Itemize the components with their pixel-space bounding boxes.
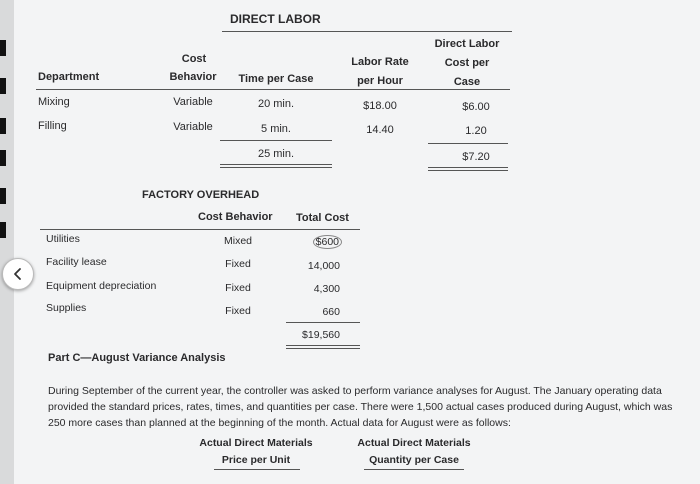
cost-subtotal-rule [428,143,508,144]
dl-row-rate: $18.00 [363,100,397,112]
part-c-heading: Part C—August Variance Analysis [48,352,226,364]
dl-row-cost: $6.00 [462,101,490,113]
labor-rate-header-1: Labor Rate [351,56,409,68]
dl-row-department: Mixing [38,96,70,108]
fo-row-behavior: Fixed [225,305,251,317]
edge-marker [0,222,6,238]
actual-price-header-1: Actual Direct Materials [199,437,313,449]
document-page [14,0,700,484]
fo-row-item: Supplies [46,302,87,314]
fo-total-double-rule [286,345,360,349]
edge-marker [0,118,6,134]
cost-behavior-header-1: Cost [181,53,207,65]
dl-row-behavior: Variable [173,121,213,133]
actual-quantity-header-2: Quantity per Case [369,454,459,466]
fo-row-item: Equipment depreciation [46,280,157,292]
actual-price-header-2: Price per Unit [221,454,291,466]
chevron-left-icon [11,267,25,281]
dl-row-rate: 14.40 [366,124,394,136]
actual-quantity-header-1: Actual Direct Materials [357,437,471,449]
dl-cost-header-3: Case [453,76,481,88]
fo-row-behavior: Fixed [225,258,251,270]
fo-row-cost: 4,300 [313,283,340,295]
fo-header-rule [40,229,360,230]
dl-row-department: Filling [38,120,67,132]
edge-marker [0,78,6,94]
fo-total-header: Total Cost [296,212,349,224]
fo-row-behavior: Fixed [225,282,251,294]
quantity-header-rule [364,469,464,470]
time-per-case-header: Time per Case [238,73,314,85]
dl-cost-header-1: Direct Labor [434,38,500,50]
fo-row-item: Facility lease [46,256,107,268]
header-rule [36,89,510,90]
part-c-paragraph: During September of the current year, the controller was asked to perform variance analyses for August. The January operating data provided the standard prices, rates, times, and quantities per case. There were 1,500 actual cases produced during August, which was 250 more cases than planned at the beginning of the month. Actual data for August were as follows: [48,385,673,429]
labor-rate-header-2: per Hour [357,75,403,87]
time-total-double-rule [220,164,332,168]
edge-marker [0,188,6,204]
fo-row-cost: 14,000 [307,260,340,272]
back-button[interactable] [2,258,34,290]
cost-behavior-header-2: Behavior [169,71,217,83]
dl-total-time: 25 min. [257,148,295,160]
dl-row-time: 20 min. [257,98,295,110]
fo-row-cost: 660 [322,306,340,318]
dl-total-cost: $7.20 [462,151,490,163]
factory-overhead-title: FACTORY OVERHEAD [142,189,260,201]
fo-subtotal-rule [286,322,360,323]
title-rule [222,31,512,32]
dl-row-time: 5 min. [261,123,291,135]
department-header: Department [38,71,100,83]
dl-cost-header-2: Cost per [444,57,490,69]
direct-labor-title: DIRECT LABOR [230,12,321,26]
time-subtotal-rule [220,140,332,141]
edge-marker [0,40,6,56]
dl-row-cost: 1.20 [465,125,487,137]
fo-behavior-header: Cost Behavior [198,211,273,223]
edge-marker [0,150,6,166]
price-header-rule [214,469,300,470]
fo-row-behavior: Mixed [223,235,252,247]
fo-total: $19,560 [302,329,340,341]
dl-row-behavior: Variable [173,96,213,108]
cost-total-double-rule [428,167,508,171]
fo-row-cost: $600 [313,235,342,249]
fo-row-item: Utilities [46,233,80,245]
